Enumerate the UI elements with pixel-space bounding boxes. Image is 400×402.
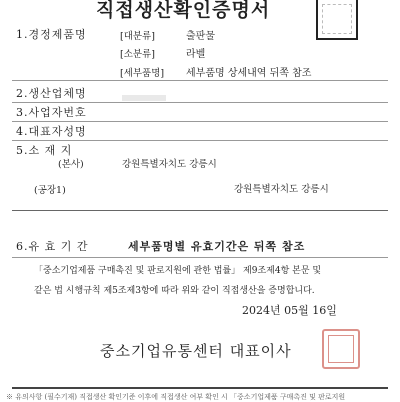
document-title: 직접생산확인증명서 <box>96 0 271 21</box>
validity-value: 세부품명별 유효기간은 뒤쪽 참조 <box>128 240 306 253</box>
certification-text-line2: 같은 법 시행규칙 제5조제3항에 따라 위와 같이 직접생산을 증명합니다. <box>34 286 315 296</box>
category-minor-value: 라벨 <box>186 49 206 60</box>
separator-line <box>12 102 388 103</box>
validity-label: 6.유 효 기 간 <box>16 240 89 253</box>
category-major-value: 출판물 <box>186 31 215 42</box>
category-minor-label: [소분류] <box>120 49 155 60</box>
separator-line <box>12 121 388 122</box>
head-office-address: 강원특별자치도 강릉시 <box>122 159 217 170</box>
separator-line <box>12 140 388 141</box>
category-detail-value: 세부품명 상세내역 뒤쪽 참조 <box>186 68 312 79</box>
photo-placeholder <box>322 4 352 34</box>
business-number-label: 3.사업자번호 <box>16 106 87 119</box>
category-detail-label: [세부품명] <box>120 68 165 79</box>
company-name-label: 2.생산업체명 <box>16 87 87 100</box>
official-seal-stamp <box>322 329 360 369</box>
footer-note: ※ 유의사항 (필수기재) 직접생산 확인기준 이후에 직접생산 여부 확인 시 「중소기업제품 구매촉진 및 판로지원 <box>6 393 346 401</box>
factory-address: 강원특별자치도 강릉시 <box>234 184 329 195</box>
redacted-value <box>122 95 166 101</box>
issuer-name: 중소기업유통센터 대표이사 <box>100 342 292 360</box>
factory-label: (공장1) <box>34 185 66 196</box>
separator-line <box>12 80 388 81</box>
footer-separator <box>12 387 388 389</box>
ceo-name-label: 4.대표자성명 <box>16 125 87 138</box>
address-label: 5.소 재 지 <box>16 144 73 157</box>
certification-text-line1: 「중소기업제품 구매촉진 및 판로지원에 관한 법률」 제9조제4항 본문 및 <box>34 266 322 276</box>
issue-date: 2024년 05월 16일 <box>242 304 337 317</box>
product-name-label: 1.경정제품명 <box>16 28 87 41</box>
category-major-label: [대분류] <box>120 31 155 42</box>
photo-box <box>316 0 358 40</box>
head-office-label: (본사) <box>58 159 84 170</box>
separator-line <box>12 210 388 211</box>
separator-line <box>12 257 388 258</box>
